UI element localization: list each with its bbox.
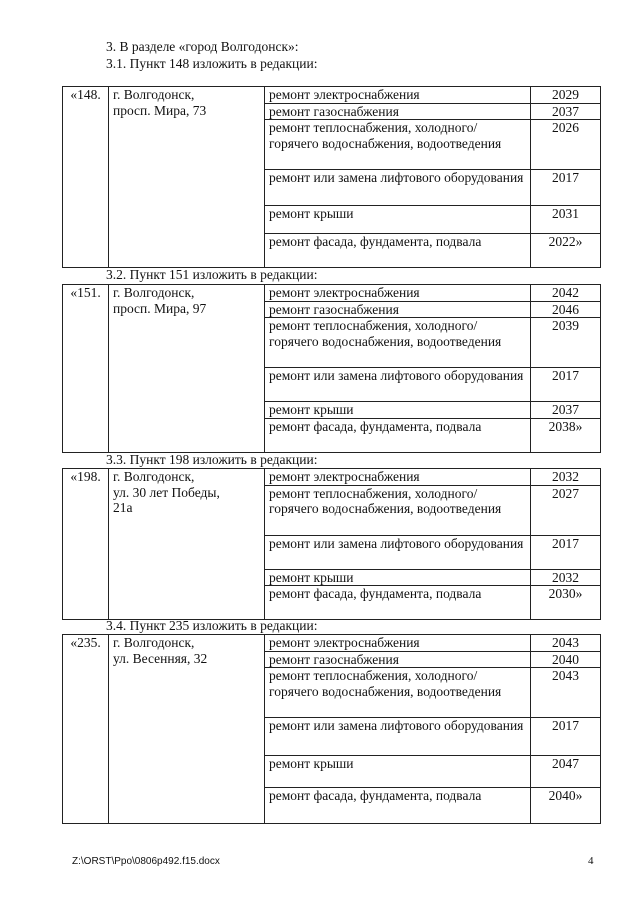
year-cell: 2037 — [531, 402, 601, 419]
work-cell: ремонт крыши — [265, 206, 531, 234]
work-cell: ремонт теплоснабжения, холодного/горячего водоснабжения, водоотведения — [265, 318, 531, 368]
work-cell: ремонт газоснабжения — [265, 301, 531, 318]
table-item-235 — [62, 634, 601, 824]
work-cell: ремонт фасада, фундамента, подвала — [265, 418, 531, 452]
work-cell: ремонт электроснабжения — [265, 469, 531, 486]
work-cell: ремонт газоснабжения — [265, 103, 531, 120]
subsection-heading: 3.3. Пункт 198 изложить в редакции: — [106, 452, 318, 467]
work-cell: ремонт крыши — [265, 402, 531, 419]
item-number: «151. — [63, 285, 109, 453]
work-cell: ремонт или замена лифтового оборудования — [265, 170, 531, 206]
year-cell: 2017 — [531, 170, 601, 206]
address-cell — [109, 635, 265, 824]
year-cell: 2017 — [531, 368, 601, 402]
work-cell: ремонт фасада, фундамента, подвала — [265, 788, 531, 824]
year-cell: 2026 — [531, 120, 601, 170]
address-line: г. Волгодонск, — [113, 469, 195, 484]
work-cell: ремонт крыши — [265, 569, 531, 586]
work-cell: ремонт электроснабжения — [265, 635, 531, 652]
year-cell: 2043 — [531, 668, 601, 718]
footer-file-path: Z:\ORST\Ppo\0806p492.f15.docx — [72, 856, 220, 867]
address-cell — [109, 285, 265, 453]
year-cell: 2042 — [531, 285, 601, 302]
year-cell: 2040» — [531, 788, 601, 824]
year-cell: 2040 — [531, 651, 601, 668]
item-number: «198. — [63, 469, 109, 620]
address-line: ул. 30 лет Победы, — [113, 484, 220, 500]
year-cell: 2032 — [531, 469, 601, 486]
year-cell: 2022» — [531, 234, 601, 268]
table-item-151 — [62, 284, 601, 453]
address-line: просп. Мира, 73 — [113, 102, 207, 118]
work-cell: ремонт или замена лифтового оборудования — [265, 535, 531, 569]
address-line: г. Волгодонск, — [113, 87, 195, 102]
year-cell: 2017 — [531, 718, 601, 756]
year-cell: 2029 — [531, 87, 601, 104]
item-number: «235. — [63, 635, 109, 824]
item-number: «148. — [63, 87, 109, 268]
year-cell: 2043 — [531, 635, 601, 652]
section-heading: 3. В разделе «город Волгодонск»: — [106, 39, 299, 54]
year-cell: 2027 — [531, 485, 601, 535]
address-line: 21а — [113, 500, 133, 515]
table-item-198 — [62, 468, 601, 620]
address-cell — [109, 87, 265, 268]
subsection-heading: 3.1. Пункт 148 изложить в редакции: — [106, 56, 318, 71]
year-cell: 2031 — [531, 206, 601, 234]
work-cell: ремонт теплоснабжения, холодного/горячего водоснабжения, водоотведения — [265, 485, 531, 535]
year-cell: 2017 — [531, 535, 601, 569]
year-cell: 2039 — [531, 318, 601, 368]
work-cell: ремонт теплоснабжения, холодного/горячего водоснабжения, водоотведения — [265, 668, 531, 718]
work-cell: ремонт или замена лифтового оборудования — [265, 368, 531, 402]
work-cell: ремонт электроснабжения — [265, 285, 531, 302]
work-cell: ремонт электроснабжения — [265, 87, 531, 104]
address-line: просп. Мира, 97 — [113, 300, 207, 316]
work-cell: ремонт крыши — [265, 756, 531, 788]
year-cell: 2038» — [531, 418, 601, 452]
year-cell: 2047 — [531, 756, 601, 788]
page-number: 4 — [588, 855, 594, 867]
work-cell: ремонт теплоснабжения, холодного/горячего водоснабжения, водоотведения — [265, 120, 531, 170]
address-line: г. Волгодонск, — [113, 635, 195, 650]
subsection-heading: 3.4. Пункт 235 изложить в редакции: — [106, 618, 318, 633]
table-item-148 — [62, 86, 601, 268]
work-cell: ремонт фасада, фундамента, подвала — [265, 234, 531, 268]
year-cell: 2030» — [531, 586, 601, 620]
address-line: ул. Весенняя, 32 — [113, 650, 208, 666]
address-cell — [109, 469, 265, 620]
year-cell: 2037 — [531, 103, 601, 120]
address-line: г. Волгодонск, — [113, 285, 195, 300]
subsection-heading: 3.2. Пункт 151 изложить в редакции: — [106, 267, 318, 282]
work-cell: ремонт или замена лифтового оборудования — [265, 718, 531, 756]
work-cell: ремонт газоснабжения — [265, 651, 531, 668]
year-cell: 2046 — [531, 301, 601, 318]
work-cell: ремонт фасада, фундамента, подвала — [265, 586, 531, 620]
year-cell: 2032 — [531, 569, 601, 586]
